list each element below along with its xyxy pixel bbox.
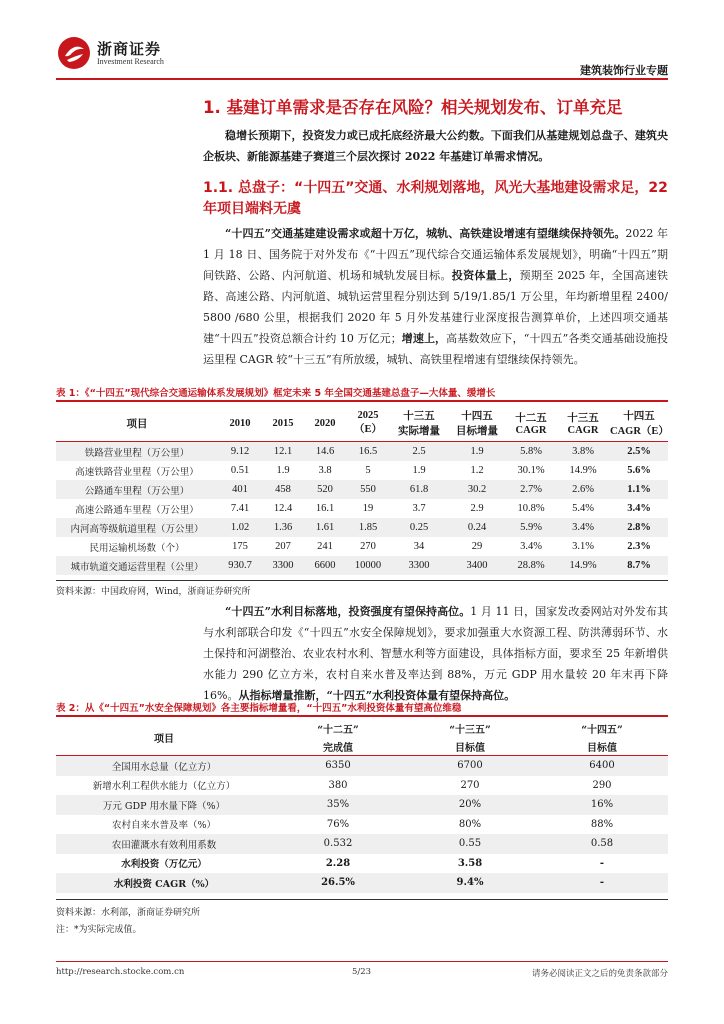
row-label: 高速铁路营业里程（万公里） [75,466,199,478]
transport-lead: “十四五”交通基建建设需求或超十万亿，城轨、高铁建设增速有望继续保持领先。 [225,227,626,240]
table-row [56,776,668,796]
table-cell: 3.8% [572,446,594,457]
table-cell: 1.9 [470,446,484,457]
table-cell: 8.7% [627,560,651,571]
table-cell: 380 [328,779,348,791]
intro-paragraph: 稳增长预期下，投资发力或已成托底经济最大公约数。下面我们从基建规划总盘子、建筑央企板块、新能源基建子赛道三个层次探讨 2022 年基建订单需求情况。 [203,129,668,163]
row-label: 内河高等级航道里程（万公里） [70,523,204,535]
table-cell: 6700 [457,760,483,772]
table-cell: 3.4% [572,522,594,533]
row-label: 水利投资 CAGR（%） [113,878,215,890]
table1-header-cell: 2010 [218,405,262,442]
logo-mark-icon [57,36,91,70]
table-cell: 3.8 [318,465,332,476]
table-cell: 19 [362,503,374,514]
table-row [56,499,668,518]
table-cell: 520 [317,484,333,495]
transport-text-d: 增速上， [401,332,447,345]
table1-header-cell: 2025 （E） [346,405,390,442]
company-logo [57,36,187,70]
table-row [56,518,668,537]
header-divider [56,78,668,80]
table2-top-rule [56,715,668,717]
table-cell: 1.36 [273,522,293,533]
table-cell: 1.9 [412,465,426,476]
table-cell: 10.8% [517,503,545,514]
table-cell: 16.1 [315,503,335,514]
table2-header-row [56,719,668,737]
table-cell: 14.9% [569,465,597,476]
table-cell: 30.1% [517,465,545,476]
table2-note: 注：*为实际完成值。 [56,925,142,935]
table-cell: 0.532 [323,838,353,850]
table-cell: 34 [413,541,425,552]
table1-header-row [56,405,668,442]
table-cell: 26.5% [321,877,355,889]
table-row [56,854,668,874]
table-cell: 2.5% [627,446,651,457]
table1-top-rule [56,400,668,402]
table2-subheader-cell: 目标值 [404,737,536,756]
subsection-heading: 1.1. 总盘子：“十四五”交通、水利规划落地，风光大基地建设需求足，22 年项目端料无虞 [203,180,668,217]
table1-header-cell: 2020 [304,405,346,442]
table-cell: 16% [590,799,614,811]
table2-header-cell: “十四五” [581,724,623,736]
row-label: 农田灌溉水有效利用系数 [111,839,217,851]
table-cell: 9.4% [456,877,484,889]
transport-table [56,405,668,575]
water-text-a: 1 月 11 日，国家发改委网站对外发布其与水利部联合印发《“十四五”水安全保障规划》，要求加强重大水资源工程、防洪薄弱环节、水土保持和河湖整治、农业农村水利、智慧水利等方面建设，具体指标方面，要求至 25 年新增供水能力 290 亿立方米，农村自来水普及率达到 88%，万元 GDP 用水量较 20 年末再下降 16%。 [203,605,668,702]
table-cell: 0.58 [590,838,614,850]
table-row [56,461,668,480]
table-cell: 2.5 [412,446,426,457]
table2-caption: 表 2：从《“十四五”水安全保障规划》各主要指标增量看，“十四五”水利投资体量有望高位维稳 [56,703,462,714]
water-table [56,719,668,893]
table-cell: 12.1 [273,446,293,457]
footer-url[interactable]: http://research.stocke.com.cn [56,967,185,977]
table-row [56,834,668,854]
table2-source: 资料来源：水利部，浙商证券研究所 [56,908,201,918]
table-cell: 10000 [354,560,382,571]
transport-paragraph [203,223,668,370]
table2-bottom-rule [56,899,668,900]
table-cell: 5.4% [572,503,594,514]
table-cell: 241 [317,541,333,552]
table2-header-cell: “十三五” [449,724,491,736]
table1-header-cell: 2015 [262,405,304,442]
table-cell: 61.8 [409,484,429,495]
brand-name-en: Investment Research [97,57,164,66]
table-cell: 0.55 [458,838,482,850]
table-cell: 28.8% [517,560,545,571]
row-label: 公路通车里程（万公里） [84,485,190,497]
table-cell: 0.25 [409,522,429,533]
brand-name-cn: 浙商证券 [97,40,162,58]
table1-bottom-rule [56,580,668,581]
table1-header-cell: 十三五 实际增量 [390,405,448,442]
table-cell: 29 [471,541,483,552]
table-cell: 5.8% [520,446,542,457]
table-cell: 35% [326,799,350,811]
row-label: 农村自来水普及率（%） [111,820,217,832]
table1-header [56,405,668,442]
table-cell: 3300 [272,560,294,571]
table-cell: 16.5 [358,446,378,457]
table-cell: 458 [275,484,291,495]
table-cell: 3400 [466,560,488,571]
section-heading: 1. 基建订单需求是否存在风险？相关规划发布、订单充足 [203,98,623,117]
table-cell: 3.7 [412,503,426,514]
table-cell: 5 [365,465,371,476]
table1-header-cell: 项目 [56,405,218,442]
table-cell: 76% [326,818,350,830]
row-label: 高速公路通车里程（万公里） [75,504,199,516]
table-cell: 3.4% [627,503,651,514]
table-cell: 550 [360,484,376,495]
table-cell: 5.9% [520,522,542,533]
row-label: 新增水利工程供水能力（亿立方） [92,781,236,793]
table-cell: 88% [590,818,614,830]
transport-text-e: 高基数效应下，“十四五”各类交通基础设施投运里程 CAGR 较“十三五”有所放缓，城轨、高铁里程增速有望继续保持领先。 [203,332,668,366]
table-cell: 14.9% [569,560,597,571]
footer-disclaimer: 请务必阅读正文之后的免责条款部分 [531,969,668,979]
table1-header-cell: 十四五 目标增量 [448,405,506,442]
transport-text-b: 投资体量上， [451,269,520,282]
table-cell: 2.8% [627,522,651,533]
table-cell: 0.24 [467,522,487,533]
transport-text-a: 2022 年 1 月 18 日、国务院于对外发布《“十四五”现代综合交通运输体系发展规划》，明确“十四五”期间铁路、公路、内河航道、机场和城轨发展目标。 [203,227,668,282]
row-label: 全国用水总量（亿立方） [111,761,217,773]
table-row [56,480,668,499]
table1-header-cell: 十二五 CAGR [506,405,556,442]
table-row [56,815,668,835]
footer-divider [56,961,668,962]
row-label: 水利投资（万亿元） [121,859,207,871]
table-row [56,873,668,893]
table1-header-cell: 十三五 CAGR [556,405,610,442]
table-cell: 1.1% [627,484,651,495]
water-text-b: 从指标增量推断，“十四五”水利投资体量有望保持高位。 [238,689,516,702]
water-lead: “十四五”水利目标落地，投资强度有望保持高位。 [225,605,471,618]
table-cell: 270 [460,779,480,791]
table-row [56,795,668,815]
table-cell: 2.7% [520,484,542,495]
table-cell: 0.51 [230,465,250,476]
table-cell: 14.6 [315,446,335,457]
table-cell: 6350 [325,760,351,772]
row-label: 万元 GDP 用水量下降（%） [102,800,226,812]
table-cell: 3.1% [572,541,594,552]
table-cell: 2.28 [325,857,351,869]
table-cell: 290 [592,779,612,791]
table-cell: 930.7 [228,560,252,571]
table-cell: 9.12 [230,446,250,457]
table-cell: 3.58 [457,857,483,869]
table2-body [56,756,668,893]
table-cell: 6400 [589,760,615,772]
table-cell: 1.02 [230,522,250,533]
table-cell: 80% [458,818,482,830]
table-cell: 1.9 [276,465,290,476]
table-cell: - [599,857,605,869]
table-cell: 2.6% [572,484,594,495]
table-cell: 3.4% [520,541,542,552]
row-label: 民用运输机场数（个） [89,542,185,554]
table-cell: 1.61 [315,522,335,533]
table-cell: 2.9 [470,503,484,514]
table-cell: 270 [360,541,376,552]
transport-text-c: 预期至 2025 年，全国高速铁路、高速公路、内河航道、城轨运营里程分别达到 5/19/1.85/1 万公里，年均新增里程 2400/ 5800 /680 公里，根据我们 2020 年 5 月外发基建行业深度报告测算单价，上述四项交通基建“十四五”投资总额合计约 10 万亿元； [203,269,669,345]
table-row [56,556,668,575]
table-cell: 401 [232,484,248,495]
table-cell: 5.6% [627,465,651,476]
table2-header-cell: 项目 [56,719,272,756]
table-row [56,756,668,776]
table-cell: 1.2 [470,465,484,476]
table-cell: 207 [275,541,291,552]
table-row [56,537,668,556]
table1-body [56,442,668,576]
table-row [56,442,668,462]
table2-subheader-cell: 完成值 [272,737,404,756]
table-cell: 2.3% [627,541,651,552]
water-paragraph [203,601,668,706]
report-section-label: 建筑装饰行业专题 [580,64,668,77]
table1-header-cell: 十四五 CAGR（E） [610,405,668,442]
table-cell: 7.41 [230,503,250,514]
table1-source: 资料来源：中国政府网，Wind，浙商证券研究所 [56,587,251,597]
page-number: 5/23 [352,967,372,977]
table1-caption: 表 1：《“十四五”现代综合交通运输体系发展规划》框定未来 5 年全国交通基建总盘子—大体量、缓增长 [56,388,496,399]
table-cell: - [599,877,605,889]
table-cell: 12.4 [273,503,293,514]
table-cell: 30.2 [467,484,487,495]
row-label: 铁路营业里程（万公里） [84,447,190,459]
table2-header [56,719,668,756]
table2-subheader-cell: 目标值 [536,737,668,756]
table2-header-cell: “十二五” [317,724,359,736]
table-cell: 1.85 [358,522,378,533]
table-cell: 175 [232,541,248,552]
row-label: 城市轨道交通运营里程（公里） [70,561,204,573]
table-cell: 3300 [408,560,430,571]
table-cell: 6600 [314,560,336,571]
table-cell: 20% [458,799,482,811]
